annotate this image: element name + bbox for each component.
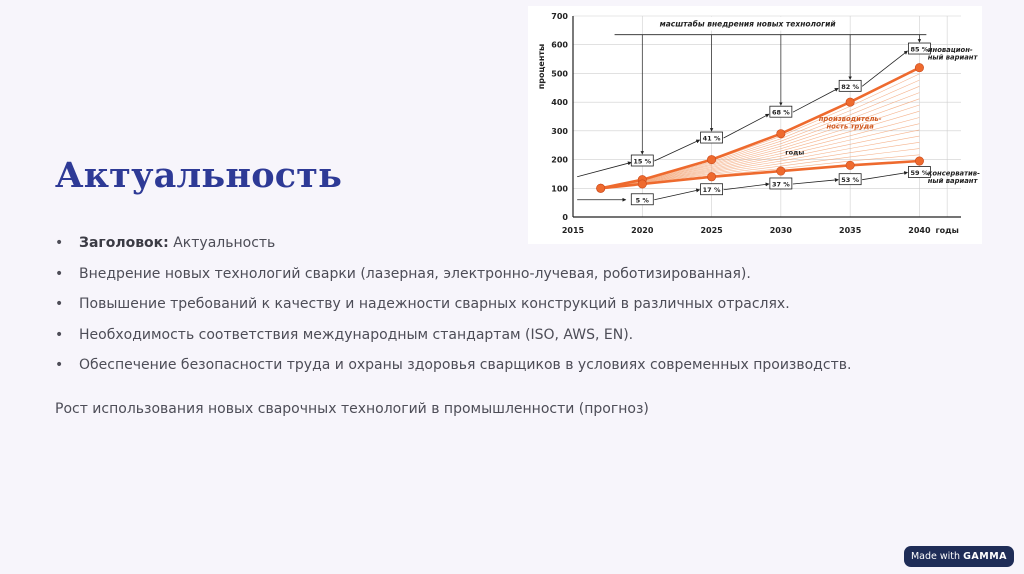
trend-arrow — [793, 180, 838, 184]
x-axis-label: годы — [935, 226, 959, 235]
chart-title: масштабы внедрения новых технологий — [659, 19, 836, 29]
x-tick-label: 2020 — [631, 226, 654, 235]
bullet-text: Актуальность — [168, 235, 276, 251]
conservative-point — [707, 173, 715, 181]
x-tick-label: 2015 — [561, 226, 585, 235]
y-tick-label: 200 — [551, 155, 568, 165]
y-axis-label: проценты — [537, 43, 546, 90]
x-tick-label: 2030 — [769, 226, 792, 235]
bullet-item — [55, 355, 955, 375]
bullet-item — [55, 294, 955, 314]
bullet-label: Заголовок: — [79, 235, 169, 251]
conservative-percent-label: 37 % — [771, 180, 790, 189]
trend-arrow — [577, 162, 631, 176]
conservative-percent-label: 53 % — [841, 176, 860, 185]
innovative-percent-label: 15 % — [633, 157, 652, 166]
bullet-item — [55, 233, 955, 253]
innovative-series-label: иновацион-ный вариант — [927, 45, 978, 62]
bullet-marker: • — [55, 326, 64, 343]
conservative-percent-label: 5 % — [635, 196, 649, 205]
trend-arrow — [724, 184, 769, 190]
bullet-marker: • — [55, 296, 64, 312]
chart-caption: Рост использования новых сварочных технологий в промышленности (прогноз) — [55, 401, 649, 417]
conservative-percent-label: 17 % — [702, 186, 721, 195]
bullet-marker: • — [55, 235, 64, 251]
innovative-percent-label: 68 % — [771, 108, 790, 117]
innovative-point — [846, 98, 854, 106]
conservative-point — [846, 161, 854, 169]
conservative-point — [777, 167, 785, 175]
growth-chart — [528, 6, 982, 244]
trend-arrow — [654, 190, 699, 200]
page-title: Актуальность — [55, 155, 343, 196]
innovative-percent-label: 41 % — [702, 134, 721, 143]
chart-svg — [528, 6, 982, 244]
x-tick-label: 2035 — [839, 226, 862, 235]
innovative-point — [915, 63, 923, 71]
bullet-text: Повышение требований к качеству и надежности сварных конструкций в различных отраслях. — [79, 296, 790, 312]
bullet-marker: • — [55, 265, 64, 282]
y-tick-label: 500 — [551, 69, 568, 79]
y-tick-label: 100 — [551, 184, 568, 194]
trend-arrow — [862, 172, 907, 179]
conservative-point — [597, 184, 605, 192]
made-with-gamma-badge[interactable] — [904, 546, 1014, 567]
bullet-marker: • — [55, 357, 64, 373]
innovative-point — [777, 130, 785, 138]
conservative-point — [638, 180, 646, 188]
conservative-series-label: консерватив-ный вариант — [927, 169, 980, 186]
trend-arrow — [654, 140, 699, 161]
conservative-percent-label: 59 % — [910, 168, 929, 177]
innovative-point — [707, 155, 715, 163]
trend-arrow — [793, 88, 838, 112]
x-tick-label: 2025 — [700, 226, 723, 235]
bullet-list — [55, 233, 955, 386]
trend-arrow — [862, 51, 907, 86]
y-tick-label: 600 — [551, 40, 568, 50]
innovative-percent-label: 85 % — [910, 45, 929, 54]
innovative-percent-label: 82 % — [841, 82, 860, 91]
trend-arrow — [724, 114, 769, 138]
y-tick-label: 0 — [562, 213, 568, 222]
y-tick-label: 300 — [551, 126, 568, 136]
badge-prefix: Made with — [910, 551, 961, 562]
bullet-item — [55, 264, 955, 284]
x-tick-label: 2040 — [908, 226, 931, 235]
conservative-point — [915, 157, 923, 165]
bullet-text: Обеспечение безопасности труда и охраны здоровья сварщиков в условиях современных производств. — [79, 357, 852, 373]
bullet-item — [55, 325, 955, 345]
bullet-text: Внедрение новых технологий сварки (лазерная, электронно-лучевая, роботизированная). — [79, 265, 751, 282]
productivity-annotation: производитель-ность труда — [818, 114, 882, 131]
y-tick-label: 700 — [551, 12, 568, 21]
gamma-logo: GAMMA — [963, 551, 1008, 562]
y-tick-label: 400 — [551, 98, 568, 108]
bullet-text: Необходимость соответствия международным стандартам (ISO, AWS, EN). — [79, 326, 634, 343]
years-annotation: годы — [785, 148, 805, 157]
